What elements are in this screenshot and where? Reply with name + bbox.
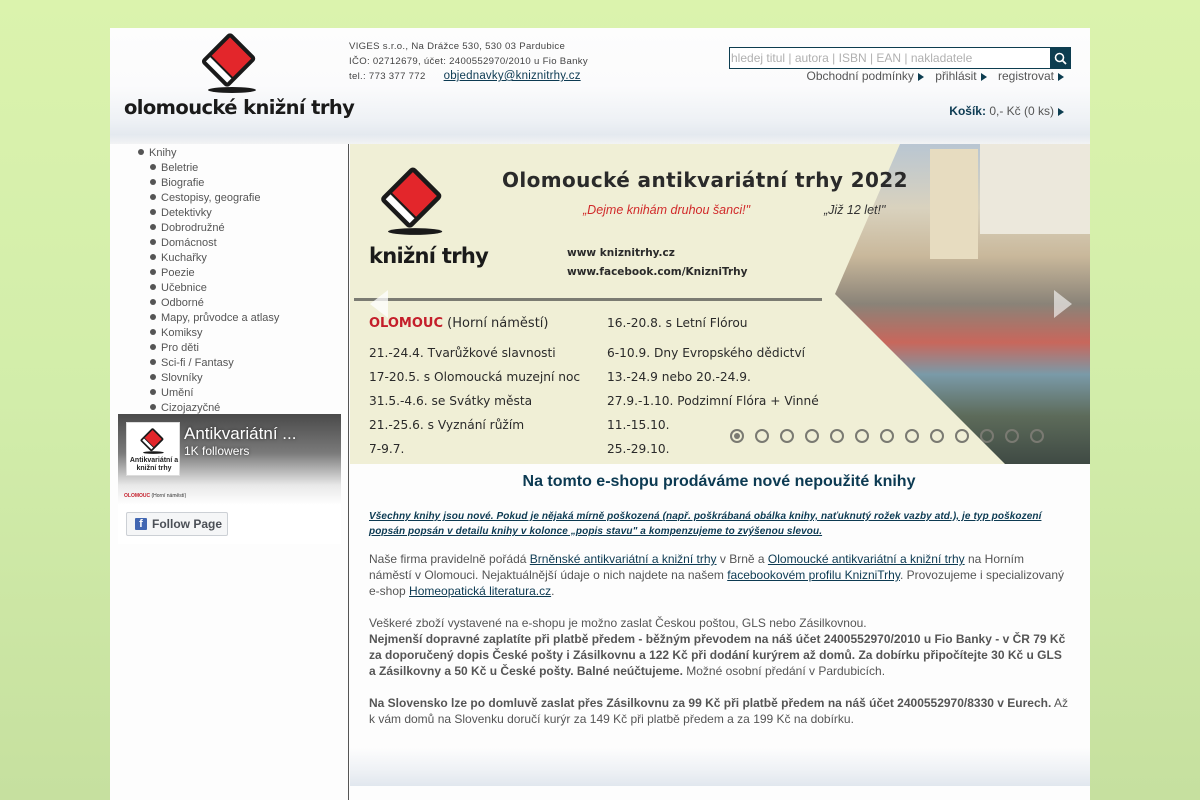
slider-dot-12[interactable] bbox=[1005, 429, 1019, 443]
category-item-domacnost[interactable]: Domácnost bbox=[150, 236, 279, 251]
register-link[interactable]: registrovat bbox=[998, 69, 1064, 83]
olomouc-fairs-link[interactable]: Olomoucké antikvariátní a knižní trhy bbox=[767, 552, 965, 566]
bullet-icon bbox=[150, 284, 156, 290]
facebook-icon: f bbox=[135, 518, 147, 530]
facebook-page-name[interactable]: Antikvariátní ... bbox=[184, 424, 297, 443]
cart-value: 0,- Kč (0 ks) bbox=[989, 104, 1054, 118]
banner-logo-icon bbox=[374, 166, 454, 236]
bullet-icon bbox=[150, 389, 156, 395]
slider-pagination bbox=[730, 429, 1044, 443]
bullet-icon bbox=[150, 359, 156, 365]
bullet-icon bbox=[150, 194, 156, 200]
category-item-odborne[interactable]: Odborné bbox=[150, 296, 279, 311]
category-item-cizojazycne[interactable]: Cizojazyčné bbox=[150, 401, 279, 416]
slovakia-shipping-paragraph: Na Slovensko lze po domluvě zaslat přes Zásilkovnu za 99 Kč při platbě předem na náš účet 2400552970/8330 v Eurech. Až k vám domů na Slovenku doručí kurýr za 149 Kč při platbě předem a za 199 Kč na dobírku. bbox=[369, 696, 1068, 726]
slider-dot-6[interactable] bbox=[855, 429, 869, 443]
banner-photo bbox=[830, 144, 1090, 464]
brno-fairs-link[interactable]: Brněnské antikvariátní a knižní trhy bbox=[529, 552, 717, 566]
slider-next-icon[interactable] bbox=[1054, 290, 1072, 318]
slider-dot-1[interactable] bbox=[730, 429, 744, 443]
category-item-mapy[interactable]: Mapy, průvodce a atlasy bbox=[150, 311, 279, 326]
category-item-umeni[interactable]: Umění bbox=[150, 386, 279, 401]
bullet-icon bbox=[150, 404, 156, 410]
page-heading: Na tomto e-shopu prodáváme nové nepoužité knihy bbox=[522, 473, 916, 490]
logo-text: olomoucké knižní trhy bbox=[124, 96, 355, 119]
category-item-detektivky[interactable]: Detektivky bbox=[150, 206, 279, 221]
bullet-icon bbox=[150, 224, 156, 230]
bullet-icon bbox=[150, 269, 156, 275]
facebook-followers: 1K followers bbox=[184, 444, 250, 458]
bullet-icon bbox=[150, 329, 156, 335]
sidebar bbox=[110, 144, 349, 800]
slider-dot-2[interactable] bbox=[755, 429, 769, 443]
banner-logo-text: knižní trhy bbox=[369, 244, 489, 268]
footer-band bbox=[350, 748, 1090, 786]
bullet-icon bbox=[150, 344, 156, 350]
banner-years: „Již 12 let!" bbox=[824, 203, 886, 217]
login-link[interactable]: přihlásit bbox=[935, 69, 986, 83]
search-button[interactable] bbox=[1050, 47, 1071, 69]
slider-dot-10[interactable] bbox=[955, 429, 969, 443]
cart-link[interactable] bbox=[949, 104, 1064, 118]
search-icon bbox=[1054, 52, 1067, 65]
category-root[interactable]: Knihy Beletrie Biografie Cestopisy, geografie Detektivky Dobrodružné Domácnost Kuchařky Poezie Učebnice Odborné Mapy, průvodce a atlasy Komiksy Pro děti Sci-fi / Fantasy Slovníky Umění Cizojazyčné bbox=[138, 146, 279, 416]
search-box bbox=[729, 47, 1071, 69]
bullet-icon bbox=[150, 209, 156, 215]
banner-facebook: www.facebook.com/KnizniTrhy bbox=[567, 266, 748, 278]
bullet-icon bbox=[150, 164, 156, 170]
bullet-icon bbox=[150, 299, 156, 305]
terms-link[interactable]: Obchodní podmínky bbox=[807, 69, 924, 83]
company-info bbox=[349, 39, 588, 84]
company-phone: tel.: 773 377 772 bbox=[349, 71, 426, 82]
slider-dot-7[interactable] bbox=[880, 429, 894, 443]
bullet-icon bbox=[150, 179, 156, 185]
logo-book-icon bbox=[138, 427, 168, 455]
category-item-dobrodruzne[interactable]: Dobrodružné bbox=[150, 221, 279, 236]
slider-dot-13[interactable] bbox=[1030, 429, 1044, 443]
bullet-icon bbox=[150, 239, 156, 245]
bullet-icon bbox=[150, 374, 156, 380]
banner-divider bbox=[354, 298, 822, 301]
facebook-widget[interactable] bbox=[118, 414, 341, 544]
bullet-icon bbox=[150, 254, 156, 260]
banner-web: www kniznitrhy.cz bbox=[567, 247, 675, 259]
shipping-paragraph: Veškeré zboží vystavené na e-shopu je možno zaslat Českou poštou, GLS nebo Zásilkovnou. Nejmenší dopravné zaplatíte při platbě předem - běžným převodem na náš účet 2400552970/2010 u Fio Banky - v ČR 79 Kč za doporučený dopis České pošty i Zásilkovnu a 122 Kč při dodání kurýrem až domů. Za dobírku připočítejte 30 Kč u GLS a Zásilkovny a 50 Kč u České pošty. Balné neúčtujeme. Možné osobní předání v Pardubicích. bbox=[369, 616, 1066, 678]
top-links bbox=[799, 69, 1064, 83]
category-item-beletrie[interactable]: Beletrie bbox=[150, 161, 279, 176]
company-address: VIGES s.r.o., Na Drážce 530, 530 03 Pardubice bbox=[349, 41, 566, 52]
slider-dot-3[interactable] bbox=[780, 429, 794, 443]
banner-dates-col1: 21.-24.4. Tvarůžkové slavnosti 17-20.5. s Olomoucká muzejní noc 31.5.-4.6. se Svátky města 21.-25.6. s Vyznání růžím 7-9.7. bbox=[369, 346, 581, 456]
company-ico: IČO: 02712679, účet: 2400552970/2010 u Fio Banky bbox=[349, 56, 588, 67]
category-item-cestopisy[interactable]: Cestopisy, geografie bbox=[150, 191, 279, 206]
category-item-biografie[interactable]: Biografie bbox=[150, 176, 279, 191]
slider-dot-4[interactable] bbox=[805, 429, 819, 443]
category-item-poezie[interactable]: Poezie bbox=[150, 266, 279, 281]
page-container bbox=[110, 28, 1090, 800]
condition-notice: Všechny knihy jsou nové. Pokud je nějaká mírně poškozená (např. poškrábaná obálka knihy, naťuknutý rožek vazby atd.), je typ poškození popsán popsán v detailu knihy v kolonce „popis stavu" a kompenzujeme to zvýšenou slevou. bbox=[369, 511, 1042, 537]
header bbox=[110, 28, 1090, 144]
banner-date: 16.-20.8. s Letní Flórou bbox=[607, 316, 748, 330]
category-item-scifi[interactable]: Sci-fi / Fantasy bbox=[150, 356, 279, 371]
homeopathy-shop-link[interactable]: Homeopatická literatura.cz bbox=[409, 584, 552, 598]
site-logo[interactable] bbox=[124, 32, 355, 122]
slider-dot-11[interactable] bbox=[980, 429, 994, 443]
facebook-cover-image: OLOMOUC (Horní náměstí) bbox=[118, 414, 341, 544]
banner-title: Olomoucké antikvariátní trhy 2022 bbox=[502, 168, 908, 192]
category-item-pro-deti[interactable]: Pro děti bbox=[150, 341, 279, 356]
email-link[interactable]: objednavky@kniznitrhy.cz bbox=[443, 70, 581, 82]
banner-slogan: „Dejme knihám druhou šanci!" bbox=[583, 203, 751, 217]
category-item-ucebnice[interactable]: Učebnice bbox=[150, 281, 279, 296]
category-item-kucharky[interactable]: Kuchařky bbox=[150, 251, 279, 266]
follow-page-button[interactable]: f Follow Page bbox=[126, 512, 228, 536]
slider-dot-9[interactable] bbox=[930, 429, 944, 443]
arrow-right-icon bbox=[1058, 108, 1064, 116]
category-item-komiksy[interactable]: Komiksy bbox=[150, 326, 279, 341]
bullet-icon bbox=[138, 149, 144, 155]
logo-book-icon bbox=[196, 32, 266, 94]
search-input[interactable] bbox=[730, 48, 1050, 68]
slider-dot-8[interactable] bbox=[905, 429, 919, 443]
facebook-avatar[interactable]: Antikvariátní a knižní trhy bbox=[126, 422, 180, 476]
bullet-icon bbox=[150, 314, 156, 320]
cart-label: Košík: bbox=[949, 104, 986, 118]
category-item-slovniky[interactable]: Slovníky bbox=[150, 371, 279, 386]
arrow-right-icon bbox=[918, 73, 924, 81]
banner-city: OLOMOUC (Horní náměstí) bbox=[369, 316, 549, 331]
slider-dot-5[interactable] bbox=[830, 429, 844, 443]
about-paragraph: Naše firma pravidelně pořádá Brněnské antikvariátní a knižní trhy v Brně a Olomoucké antikvariátní a knižní trhy na Horním náměstí v Olomouci. Nejaktuálnější údaje o nich najdete na našem facebookovém profilu KnizniTrhy. Provozujeme i specializovaný e-shop Homeopatická literatura.cz. bbox=[369, 552, 1065, 598]
facebook-profile-link[interactable]: facebookovém profilu KnizniTrhy bbox=[727, 568, 900, 582]
slider-prev-icon[interactable] bbox=[370, 290, 388, 318]
banner-dates-col2: 6-10.9. Dny Evropského dědictví 13.-24.9 nebo 20.-24.9. 27.9.-1.10. Podzimní Flóra + Vinné 11.-15.10. 25.-29.10. bbox=[607, 346, 819, 456]
arrow-right-icon bbox=[981, 73, 987, 81]
banner-slider[interactable] bbox=[350, 144, 1090, 464]
main-content bbox=[369, 464, 1069, 727]
arrow-right-icon bbox=[1058, 73, 1064, 81]
category-menu bbox=[138, 146, 279, 416]
